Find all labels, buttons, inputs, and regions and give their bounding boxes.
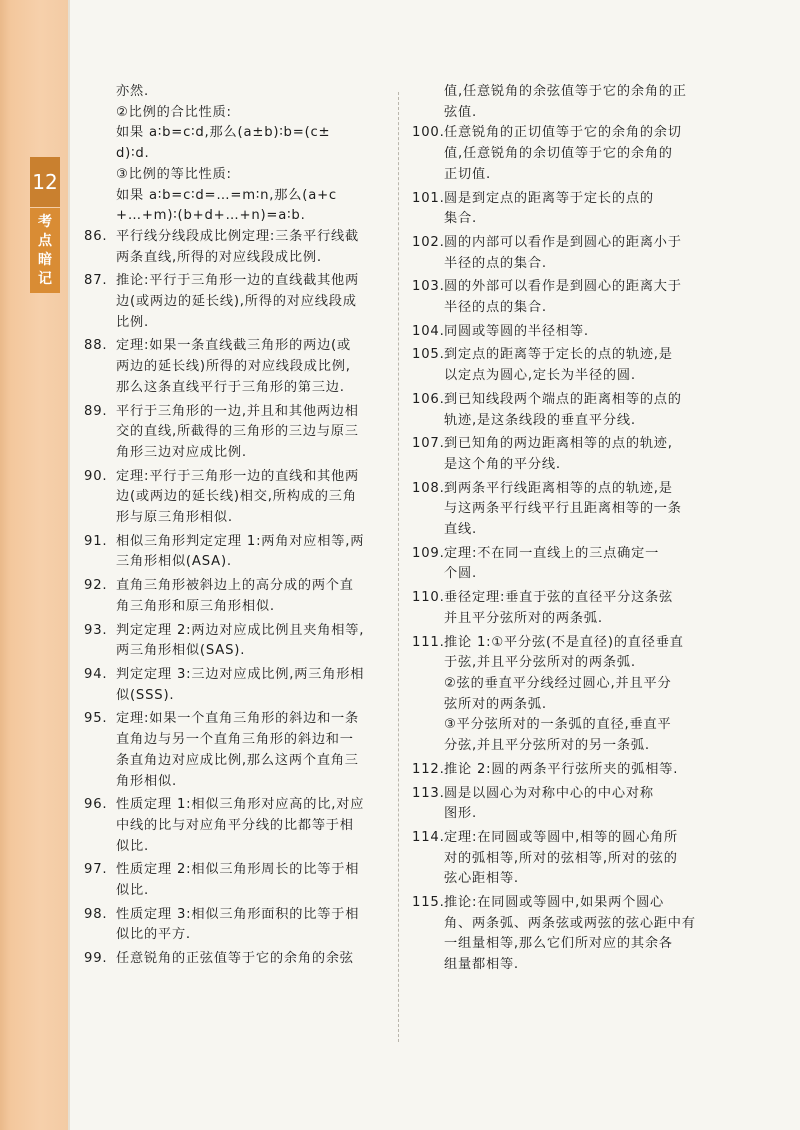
numbered-item — [84, 795, 387, 857]
text-line: 平行线分线段成比例定理:三条平行线截 — [116, 228, 360, 244]
numbered-item — [84, 860, 387, 901]
text-line: 弦值. — [444, 104, 477, 120]
text-line: 同圆或等圆的半径相等. — [444, 323, 589, 339]
text-line: 交的直线,所截得的三角形的三边与原三 — [116, 424, 359, 440]
text-line: 判定定理 3:三边对应成比例,两三角形相 — [116, 666, 365, 682]
column-divider — [398, 92, 399, 1042]
text-line: 角形三边对应成比例. — [116, 444, 247, 460]
text-line: 以定点为圆心,定长为半径的圆. — [444, 368, 636, 384]
left-column — [84, 82, 387, 973]
numbered-item — [84, 576, 387, 617]
text-line: 边(或两边的延长线),所得的对应线段成 — [116, 294, 357, 310]
text-line: 如果 a∶b=c∶d,那么(a±b)∶b=(c± — [116, 125, 331, 141]
text-line: 对的弧相等,所对的弦相等,所对的弦的 — [444, 850, 678, 866]
item-number: 95. — [84, 711, 108, 727]
item-number: 103. — [412, 279, 445, 295]
text-line: 直角边与另一个直角三角形的斜边和一 — [116, 732, 354, 748]
text-line: 任意锐角的正弦值等于它的余角的余弦 — [116, 951, 354, 967]
numbered-item — [84, 621, 387, 662]
numbered-item — [84, 949, 387, 970]
text-line: 分弦,并且平分弦所对的另一条弧. — [444, 738, 650, 754]
text-line: 亦然. — [116, 84, 149, 99]
item-number: 105. — [412, 347, 445, 363]
numbered-item — [84, 336, 387, 398]
item-gap — [412, 976, 722, 979]
item-number: 96. — [84, 797, 108, 813]
numbered-item — [412, 277, 722, 318]
item-number: 102. — [412, 234, 445, 250]
chapter-label-tab — [30, 208, 60, 293]
text-line: 相似三角形判定定理 1:两角对应相等,两 — [116, 533, 365, 549]
text-line: 推论:在同圆或等圆中,如果两个圆心 — [444, 895, 665, 911]
text-line: 性质定理 2:相似三角形周长的比等于相 — [116, 862, 360, 878]
text-line: 比例. — [116, 314, 149, 330]
numbered-item — [412, 189, 722, 230]
text-line: 两边的延长线)所得的对应线段成比例, — [116, 359, 351, 375]
numbered-item — [412, 544, 722, 585]
item-number: 97. — [84, 862, 108, 878]
text-line: 正切值. — [444, 166, 491, 182]
text-line: 到已知线段两个端点的距离相等的点的 — [444, 391, 682, 407]
text-line: 到定点的距离等于定长的点的轨迹,是 — [444, 347, 673, 363]
numbered-item — [412, 390, 722, 431]
item-number: 93. — [84, 622, 108, 638]
item-number: 111. — [412, 634, 445, 650]
right-column — [412, 82, 722, 979]
item-number: 98. — [84, 906, 108, 922]
text-line: d)∶d. — [116, 146, 150, 162]
text-line: ③比例的等比性质: — [116, 166, 232, 182]
text-line: 形与原三角形相似. — [116, 510, 233, 526]
text-line: 推论:平行于三角形一边的直线截其他两 — [116, 273, 360, 289]
text-line: ②弦的垂直平分线经过圆心,并且平分 — [444, 675, 672, 691]
numbered-item — [412, 633, 722, 757]
text-line: 垂径定理:垂直于弦的直径平分这条弦 — [444, 590, 674, 606]
text-line: 似比. — [116, 883, 149, 899]
numbered-item — [84, 905, 387, 946]
text-line: 角三角形和原三角形相似. — [116, 598, 275, 614]
text-line: 推论 2:圆的两条平行弦所夹的弧相等. — [444, 761, 679, 777]
item-number: 91. — [84, 533, 108, 549]
item-number: 113. — [412, 785, 445, 801]
item-number: 88. — [84, 338, 108, 354]
numbered-item — [412, 123, 722, 185]
item-number: 86. — [84, 228, 108, 244]
text-line: 推论 1:①平分弦(不是直径)的直径垂直 — [444, 634, 684, 650]
numbered-item — [84, 467, 387, 529]
text-line: 三角形相似(ASA). — [116, 554, 232, 570]
item-number: 99. — [84, 951, 108, 967]
text-line: 两条直线,所得的对应线段成比例. — [116, 249, 322, 265]
item-number: 110. — [412, 590, 445, 606]
text-line: 似(SSS). — [116, 687, 175, 703]
numbered-item — [412, 233, 722, 274]
numbered-item — [412, 479, 722, 541]
item-number: 115. — [412, 895, 445, 911]
text-line: 圆的外部可以看作是到圆心的距离大于 — [444, 279, 682, 295]
text-line: 圆是以圆心为对称中心的中心对称 — [444, 785, 654, 801]
text-line: 个圆. — [444, 566, 477, 582]
text-line: 半径的点的集合. — [444, 300, 547, 316]
chapter-label-char: 点 — [38, 232, 52, 249]
item-gap — [84, 970, 387, 973]
text-line: 圆是到定点的距离等于定长的点的 — [444, 190, 654, 206]
text-line: 并且平分弦所对的两条弧. — [444, 610, 603, 626]
text-line: 于弦,并且平分弦所对的两条弧. — [444, 655, 636, 671]
chapter-label-char: 暗 — [38, 251, 52, 268]
numbered-item — [412, 588, 722, 629]
numbered-item — [412, 322, 722, 343]
chapter-number-tab: 12 — [30, 157, 60, 207]
text-line: 直角三角形被斜边上的高分成的两个直 — [116, 578, 354, 594]
chapter-label-char: 记 — [38, 270, 52, 287]
text-line: 定理:如果一个直角三角形的斜边和一条 — [116, 711, 360, 727]
text-line: 两三角形相似(SAS). — [116, 643, 246, 659]
chapter-label-char: 考 — [38, 213, 52, 230]
edge-divider — [68, 0, 70, 1130]
text-line: 判定定理 2:两边对应成比例且夹角相等, — [116, 622, 365, 638]
text-line: 平行于三角形的一边,并且和其他两边相 — [116, 403, 359, 419]
numbered-item — [84, 709, 387, 792]
text-line: 角、两条弧、两条弦或两弦的弦心距中有 — [444, 915, 696, 931]
text-line: 似比. — [116, 838, 149, 854]
item-number: 94. — [84, 666, 108, 682]
numbered-item — [412, 828, 722, 890]
text-line: 是这个角的平分线. — [444, 456, 561, 472]
text-line: +…+m)∶(b+d+…+n)=a∶b. — [116, 208, 306, 224]
item-number: 90. — [84, 468, 108, 484]
text-line: 集合. — [444, 211, 477, 227]
item-number: 92. — [84, 578, 108, 594]
text-line: 定理:在同圆或等圆中,相等的圆心角所 — [444, 829, 679, 845]
numbered-item — [84, 402, 387, 464]
text-line: 性质定理 1:相似三角形对应高的比,对应 — [116, 797, 365, 813]
item-number: 104. — [412, 323, 445, 339]
item-number: 89. — [84, 403, 108, 419]
text-line: 性质定理 3:相似三角形面积的比等于相 — [116, 906, 360, 922]
numbered-item — [84, 532, 387, 573]
text-line: 定理:平行于三角形一边的直线和其他两 — [116, 468, 360, 484]
text-line: 半径的点的集合. — [444, 255, 547, 271]
text-line: 角形相似. — [116, 773, 177, 789]
text-line: 值,任意锐角的余切值等于它的余角的 — [444, 146, 673, 162]
text-line: 圆的内部可以看作是到圆心的距离小于 — [444, 234, 682, 250]
numbered-item — [84, 227, 387, 268]
text-line: 一组量相等,那么它们所对应的其余各 — [444, 936, 673, 952]
numbered-item — [84, 665, 387, 706]
numbered-item — [412, 434, 722, 475]
text-line: 中线的比与对应角平分线的比都等于相 — [116, 817, 354, 833]
text-line: ②比例的合比性质: — [116, 104, 232, 120]
numbered-item — [412, 760, 722, 781]
text-line: 条直角边对应成比例,那么这两个直角三 — [116, 752, 359, 768]
text-line: 轨迹,是这条线段的垂直平分线. — [444, 412, 636, 428]
item-number: 101. — [412, 190, 445, 206]
item-number: 108. — [412, 480, 445, 496]
item-number: 106. — [412, 391, 445, 407]
item-number: 107. — [412, 436, 445, 452]
numbered-item — [412, 893, 722, 976]
numbered-item — [412, 345, 722, 386]
text-line: 到已知角的两边距离相等的点的轨迹, — [444, 436, 673, 452]
item-number: 100. — [412, 125, 445, 141]
text-line: 直线. — [444, 522, 477, 538]
text-line: 如果 a∶b=c∶d=…=m∶n,那么(a+c — [116, 187, 337, 203]
text-line: 到两条平行线距离相等的点的轨迹,是 — [444, 480, 673, 496]
text-line: 定理:不在同一直线上的三点确定一 — [444, 545, 660, 561]
item-number: 87. — [84, 273, 108, 289]
text-line: 与这两条平行线平行且距离相等的一条 — [444, 501, 682, 517]
numbered-item — [84, 271, 387, 333]
text-line: 定理:如果一条直线截三角形的两边(或 — [116, 338, 351, 354]
text-line: 似比的平方. — [116, 927, 191, 943]
text-line: 弦心距相等. — [444, 871, 519, 887]
text-line: 组量都相等. — [444, 957, 519, 973]
item-number: 109. — [412, 545, 445, 561]
item-number: 114. — [412, 829, 445, 845]
text-line: 图形. — [444, 806, 477, 822]
text-line: 边(或两边的延长线)相交,所构成的三角 — [116, 489, 357, 505]
text-line: 弦所对的两条弧. — [444, 696, 547, 712]
text-line: ③平分弦所对的一条弧的直径,垂直平 — [444, 717, 672, 733]
item-number: 112. — [412, 761, 445, 777]
text-line: 那么这条直线平行于三角形的第三边. — [116, 379, 345, 395]
numbered-item — [412, 784, 722, 825]
text-line: 任意锐角的正切值等于它的余角的余切 — [444, 125, 682, 141]
text-line: 值,任意锐角的余弦值等于它的余角的正 — [444, 84, 687, 99]
